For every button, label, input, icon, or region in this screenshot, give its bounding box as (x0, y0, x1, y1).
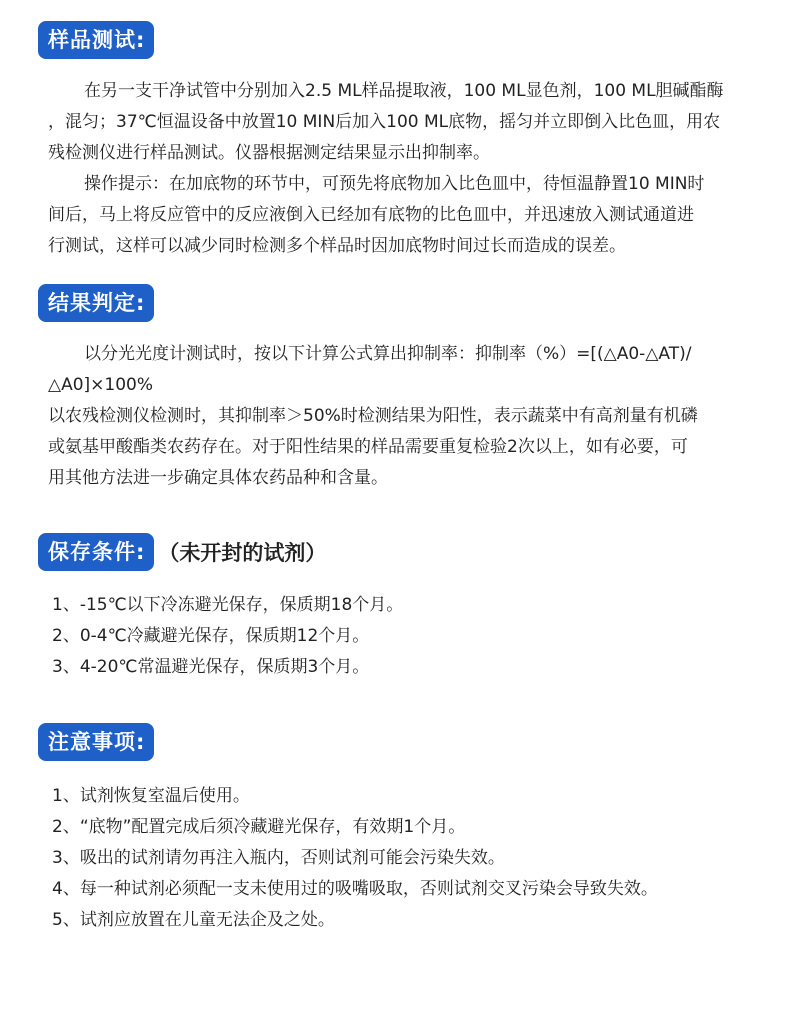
storage-item-3: 3、4-20℃常温避光保存，保质期3个月。 (52, 657, 370, 677)
result-heading-row (38, 284, 154, 322)
sample-test-line-6: 行测试，这样可以减少同时检测多个样品时因加底物时间过长而造成的误差。 (48, 236, 626, 256)
notes-heading: 注意事项: (38, 723, 154, 761)
notes-item-2: 2、“底物”配置完成后须冷藏避光保存，有效期1个月。 (52, 817, 466, 837)
sample-test-line-3: 残检测仪进行样品测试。仪器根据测定结果显示出抑制率。 (48, 143, 490, 163)
sample-test-heading-row (38, 21, 154, 59)
storage-heading: 保存条件: (38, 533, 154, 571)
result-heading: 结果判定: (38, 284, 154, 322)
notes-heading-row (38, 723, 154, 761)
result-line-2: △A0]×100% (48, 375, 153, 395)
notes-item-1: 1、试剂恢复室温后使用。 (52, 786, 250, 806)
storage-list (52, 590, 752, 683)
sample-test-line-2: ，混匀；37℃恒温设备中放置10 MIN后加入100 ML底物，摇匀并立即倒入比色皿，用农 (48, 112, 721, 132)
result-line-3: 以农残检测仪检测时，其抑制率＞50%时检测结果为阳性，表示蔬菜中有高剂量有机磷 (48, 406, 698, 426)
notes-item-3: 3、吸出的试剂请勿再注入瓶内，否则试剂可能会污染失效。 (52, 848, 505, 868)
sample-test-line-5: 间后，马上将反应管中的反应液倒入已经加有底物的比色皿中，并迅速放入测试通道进 (48, 205, 694, 225)
result-line-4: 或氨基甲酸酯类农药存在。对于阳性结果的样品需要重复检验2次以上，如有必要，可 (48, 437, 688, 457)
storage-heading-suffix: （未开封的试剂） (158, 541, 327, 565)
sample-test-body (48, 76, 748, 262)
sample-test-line-1: 在另一支干净试管中分别加入2.5 ML样品提取液，100 ML显色剂，100 ML胆碱酯酶 (84, 81, 724, 101)
storage-heading-row (38, 533, 326, 571)
notes-item-4: 4、每一种试剂必须配一支未使用过的吸嘴吸取，否则试剂交叉污染会导致失效。 (52, 879, 658, 899)
result-line-1: 以分光光度计测试时，按以下计算公式算出抑制率：抑制率（%）=[(△A0-△AT)/ (84, 344, 692, 364)
result-line-5: 用其他方法进一步确定具体农药品种和含量。 (48, 468, 388, 488)
notes-item-5: 5、试剂应放置在儿童无法企及之处。 (52, 910, 335, 930)
storage-item-2: 2、0-4℃冷藏避光保存，保质期12个月。 (52, 626, 370, 646)
sample-test-line-4: 操作提示：在加底物的环节中，可预先将底物加入比色皿中，待恒温静置10 MIN时 (84, 174, 705, 194)
storage-item-1: 1、-15℃以下冷冻避光保存，保质期18个月。 (52, 595, 404, 615)
notes-list (52, 781, 752, 936)
result-body (48, 339, 748, 494)
sample-test-heading: 样品测试: (38, 21, 154, 59)
